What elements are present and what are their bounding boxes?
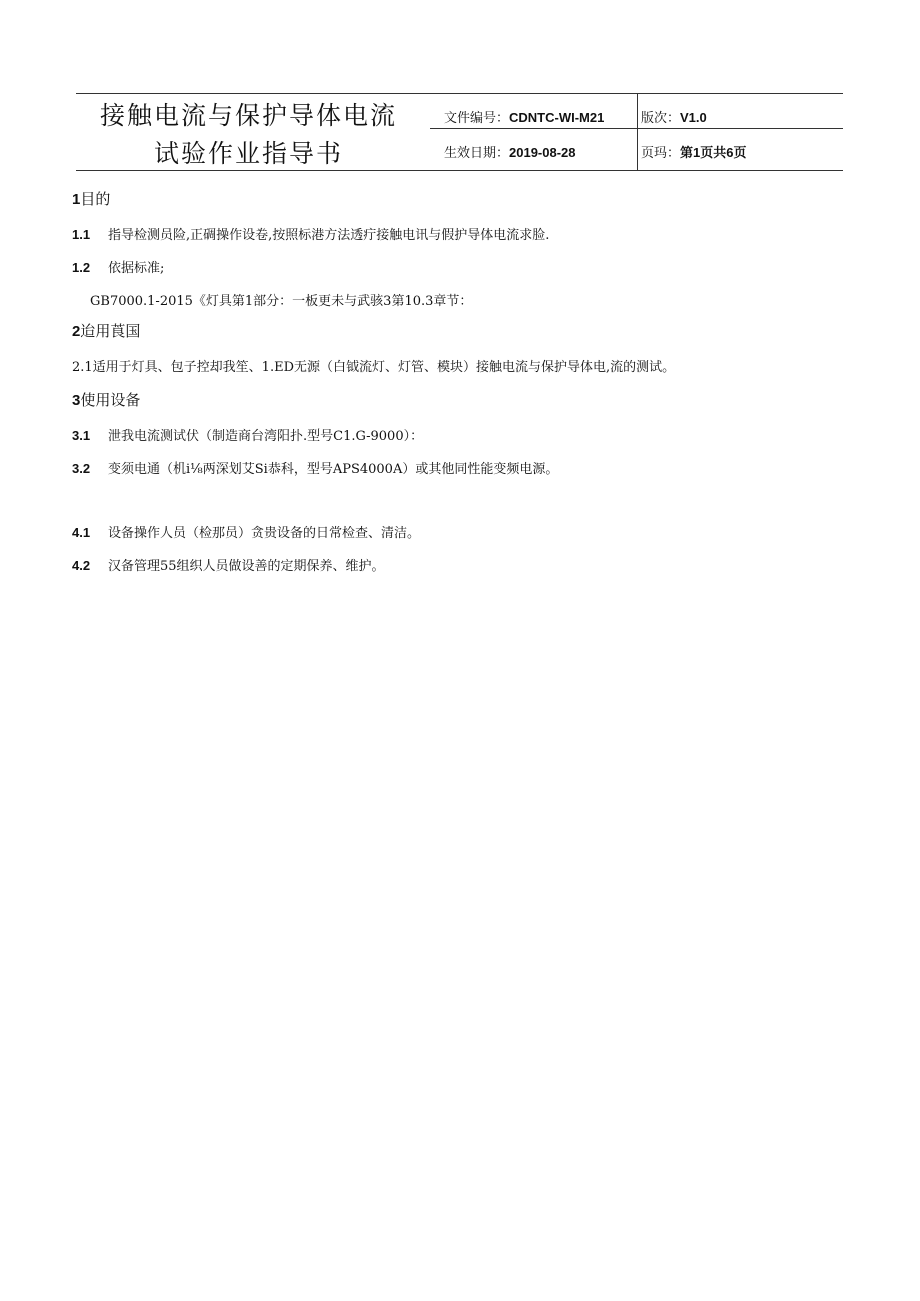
section-1-title: 目的 (80, 190, 111, 208)
item-2-1: 2.1适用于灯具、包子控却我笙、1.ED无源（白钺流灯、灯管、模块）接触电流与保护导体电,流的测试。 (72, 360, 676, 375)
section-2-heading (72, 320, 140, 341)
document-title-line2: 试验作业指导书 (154, 139, 344, 168)
version-field (641, 107, 707, 126)
item-1-2-standard: GB7000.1-2015《灯具第1部分：一板更未与武骇3第10.3章节： (90, 294, 473, 309)
item-3-2-number: 3.2 (72, 461, 91, 476)
item-3-2 (72, 458, 558, 477)
item-4-1 (72, 522, 420, 541)
page-number-value: 第1页共6页 (680, 145, 747, 160)
item-3-1-text: 泄我电流测试伏（制造商台湾阳扑.型号C1.G-9000）： (108, 429, 424, 444)
item-4-2-text: 汉备管理55组织人员做设善的定期保养、维护。 (108, 559, 385, 574)
section-1-number: 1 (72, 191, 81, 208)
item-1-1 (72, 224, 549, 243)
page-number-field (641, 142, 746, 161)
section-3-number: 3 (72, 392, 81, 409)
page-number-label: 页玛： (641, 146, 681, 161)
document-title-line1: 接触电流与保护导体电流 (100, 101, 398, 130)
doc-number-label: 文件编号： (444, 111, 510, 126)
item-1-2-text: 依据标准; (108, 261, 165, 276)
effective-date-field (444, 142, 576, 161)
item-1-1-text: 指导检测员险,正碉操作设卷,按照标港方法透疔接触电讯与假护导体电流求脸. (108, 228, 550, 243)
item-1-2 (72, 257, 164, 276)
item-4-1-number: 4.1 (72, 525, 91, 540)
item-3-2-text: 变须电通（机i⅛两深划艾Si恭科，型号APS4000A）或其他同性能变频电源。 (108, 462, 559, 477)
header-bottom-rule (76, 170, 843, 171)
version-value: V1.0 (680, 110, 707, 125)
header-divider (637, 93, 638, 170)
item-4-1-text: 设备操作人员（检那员）贪贵设备的日常检查、清洁。 (108, 526, 421, 541)
item-3-1 (72, 425, 423, 444)
section-2-title: 迨用莨国 (80, 322, 141, 340)
effective-date-value: 2019-08-28 (509, 145, 576, 160)
item-3-1-number: 3.1 (72, 428, 91, 443)
effective-date-label: 生效日期： (444, 146, 510, 161)
version-label: 版次： (641, 111, 681, 126)
section-2-number: 2 (72, 323, 81, 340)
item-4-2-number: 4.2 (72, 558, 91, 573)
doc-number-field (444, 107, 604, 126)
doc-number-value: CDNTC-WI-M21 (509, 110, 605, 125)
item-1-1-number: 1.1 (72, 227, 91, 242)
item-4-2 (72, 555, 385, 574)
section-3-heading (72, 389, 140, 410)
section-1-heading (72, 188, 110, 209)
section-3-title: 使用设备 (80, 391, 141, 409)
header-top-rule (76, 93, 843, 94)
item-1-2-number: 1.2 (72, 260, 91, 275)
